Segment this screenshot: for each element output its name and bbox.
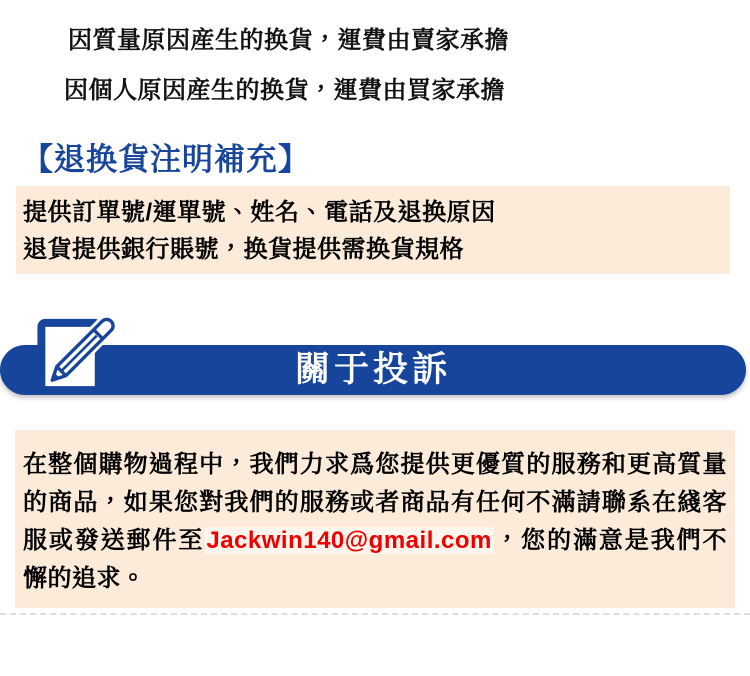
complaint-box xyxy=(15,430,735,608)
edit-pencil-icon xyxy=(33,311,116,396)
exchange-note-personal: 因個人原因産生的换貨，運費由買家承擔 xyxy=(64,77,505,104)
email-link[interactable]: Jackwin140@gmail.com xyxy=(206,527,492,554)
complaint-text-prefix: 在整個購物過程中，我們力求爲您提供更優質的服務和更高質量的商品，如果您對我們的服務或者商品有任何不滿請聯系在綫客服或發送郵件至 xyxy=(23,451,727,554)
return-supplement-box xyxy=(16,186,730,274)
complaint-text-suffix: ，您的滿意是我們不懈的追求。 xyxy=(23,527,728,592)
return-note-bank-info: 退貨提供銀行賬號，换貨提供需换貨規格 xyxy=(23,236,464,263)
exchange-note-quality: 因質量原因産生的换貨，運費由賣家承擔 xyxy=(68,27,509,54)
bottom-dashed-divider xyxy=(0,613,750,615)
complaint-text xyxy=(23,446,727,598)
complaint-banner-title: 關于投訴 xyxy=(294,350,451,389)
return-supplement-heading: 【退换貨注明補充】 xyxy=(22,142,310,177)
return-note-order-info: 提供訂單號/運單號、姓名、電話及退换原因 xyxy=(23,199,496,226)
